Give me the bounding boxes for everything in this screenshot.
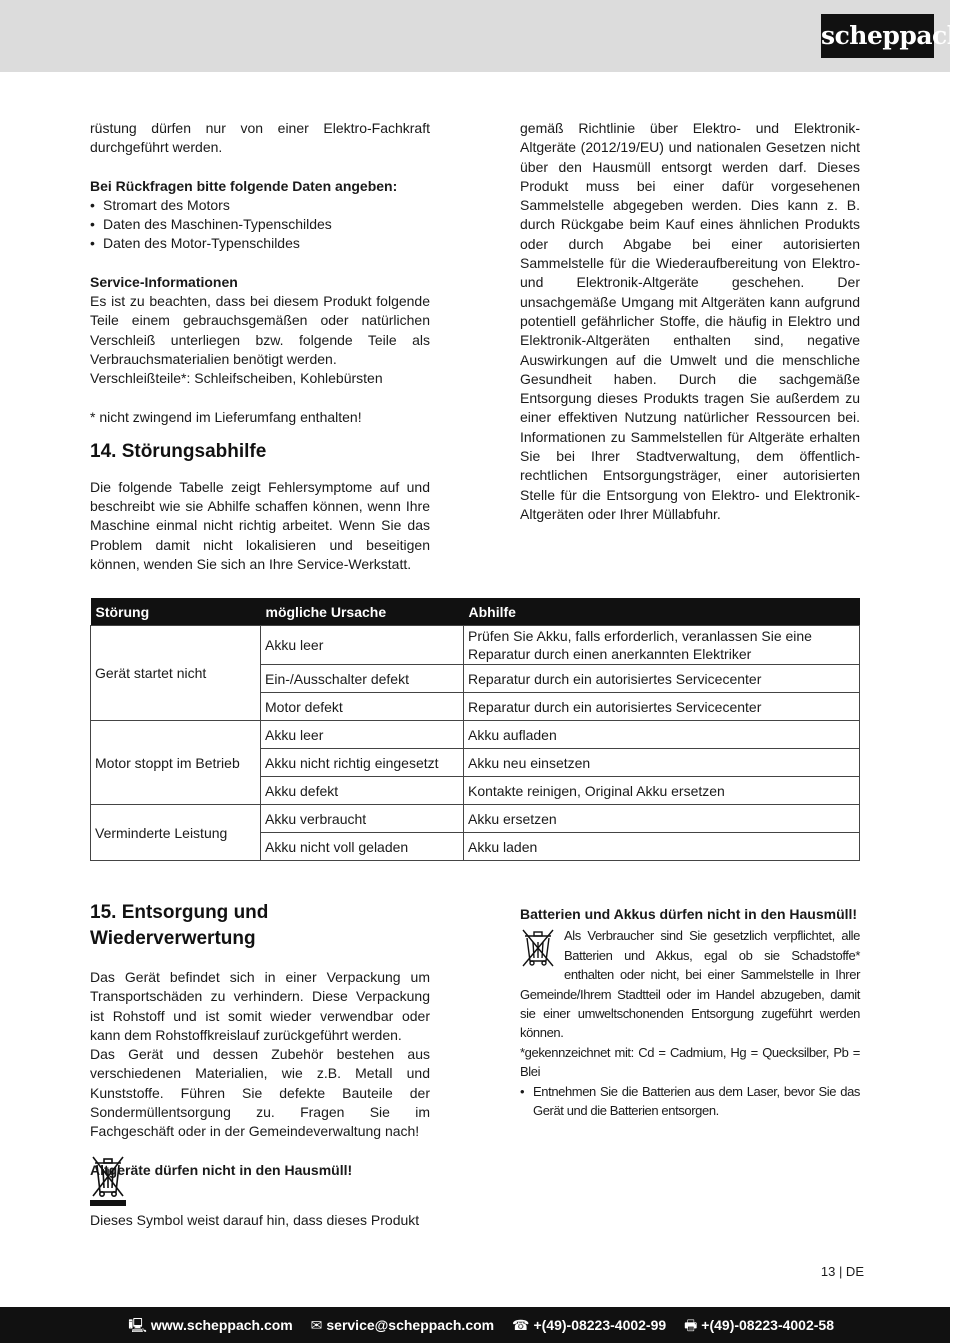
troubleshooting-table [90,598,860,861]
remedy-cell: Akku aufladen [464,721,860,749]
battery-heading: Batterien und Akkus dürfen nicht in den Hausmüll! [520,906,858,922]
weee-heading: Altgeräte dürfen nicht in den Hausmüll! [90,1161,353,1178]
table-row [91,721,860,749]
scheppach-logo: scheppach [821,14,934,58]
remedy-cell: Kontakte reinigen, Original Akku ersetzen [464,777,860,805]
phone-item [512,1317,670,1333]
crossed-bin-icon [90,1154,126,1212]
cause-cell: Akku nicht richtig eingesetzt [261,749,464,777]
battery-text: Als Verbraucher sind Sie gesetzlich verpflichtet, alle Batterien und Akkus, egal ob sie Schadstoffe* enthalten oder nicht, bei einer Sammelstelle in Ihrer Gemeinde/Ihrem Stadtteil oder im Handel abzugeben, damit sie einer umweltschonenden Entsorgung zugeführt werden können. [520,928,860,1041]
website-item[interactable] [128,1317,296,1333]
right-column-top [520,119,860,524]
symbol-text-block [90,1211,430,1230]
computer-icon: 🖳 [128,1317,147,1333]
service-text: Es ist zu beachten, dass bei diesem Produkt folgende Teile einem gebrauchsgemäßen oder natürlichen Verschleiß unterliegen bzw. folgende Teile als Verbrauchsmaterialien benötigt werden. [90,293,430,367]
weee-text: gemäß Richtlinie über Elektro- und Elektronik-Altgeräte (2012/19/EU) und nationalen Gesetzen nicht über den Hausmüll entsorgt werden darf. Dieses Produkt muss bei einer dafür vorgesehenen Sammelstelle abgegeben werden. Dies kann z. B. durch Rückgabe beim Kauf eines ähnlichen Produkts oder durch Abgabe bei einer autorisierten Sammelstelle für die Wiederaufbereitung von Elektro- und Elektronik-Altgeräte geschehen. Der unsachgemäße Umgang mit Altgeräten kann aufgrund potentiell gefährlicher Stoffe, die häufig in Elektro und Elektronik-Altgeräten enthalten sind, negative Auswirkungen auf die Umwelt und die menschliche Gesundheit haben. Durch die sachgemäße Entsorgung dieses Produkts tragen Sie außerdem zu einer effektiven Nutzung natürlicher Ressourcen bei. Informationen zu Sammelstellen für Altgeräte erhalten Sie bei Ihrer Stadtverwaltung, dem öffentlich-rechtlichen Entsorgungsträger, einer autorisierten Stelle für die Entsorgung von Elektro- und Elektronik-Altgeräten oder Ihrer Müllabfuhr. [520,120,860,522]
cause-cell: Akku nicht voll geladen [261,833,464,861]
page-header [0,0,964,72]
cause-cell: Akku leer [261,626,464,665]
marking-note: *gekennzeichnet mit: Cd = Cadmium, Hg = Quecksilber, Pb = Blei [520,1044,860,1080]
email-link[interactable]: service@scheppach.com [326,1317,495,1333]
right-column-bottom [520,905,860,1120]
page-footer [0,1307,950,1343]
phone-number: +(49)-08223-4002-99 [533,1317,667,1333]
cause-cell: Akku defekt [261,777,464,805]
header-cell: Störung [91,598,261,626]
contact-heading: Bei Rückfragen bitte folgende Daten angeben: [90,177,398,194]
materials-text: Das Gerät und dessen Zubehör bestehen aus verschiedenen Materialien, wie z.B. Metall und Kunststoffe. Führen Sie defekte Bauteile der Sondermüllentsorgung zu. Fragen Sie im Fachgeschäft oder in der Gemeindeverwaltung nach! [90,1046,430,1140]
packaging-text: Das Gerät befindet sich in einer Verpackung um Transportschäden zu verhindern. Diese Verpackung ist Rohstoff und ist somit wieder verwendbar oder kann dem Rohstoffkreislauf zurückgeführt werden. [90,969,430,1043]
symbol-text: Dieses Symbol weist darauf hin, dass dieses Produkt [90,1212,420,1228]
battery-block [520,926,860,1120]
phone-icon: ☎ [512,1317,530,1333]
header-cell: mögliche Ursache [261,598,464,626]
section-14-title: 14. Störungsabhilfe [90,440,267,462]
list-item: • Stromart des Motors [90,196,430,215]
table-row [91,626,860,665]
fax-icon: 🖶 [684,1317,698,1333]
left-column-bottom [90,900,430,1180]
cause-cell: Motor defekt [261,693,464,721]
fax-item [684,1317,834,1333]
problem-cell: Gerät startet nicht [91,626,261,721]
wear-parts: Verschleißteile*: Schleifscheiben, Kohlebürsten [90,370,383,387]
header-cell: Abhilfe [464,598,860,626]
intro-text: rüstung dürfen nur von einer Elektro-Fachkraft durchgeführt werden. [90,120,430,156]
service-heading: Service-Informationen [90,273,238,290]
remedy-cell: Prüfen Sie Akku, falls erforderlich, veranlassen Sie eine Reparatur durch einen anerkannten Elektriker [464,626,860,665]
footnote: * nicht zwingend im Lieferumfang enthalten! [90,408,362,425]
remedy-cell: Akku laden [464,833,860,861]
problem-cell: Motor stoppt im Betrieb [91,721,261,805]
problem-cell: Verminderte Leistung [91,805,261,861]
list-item: • Entnehmen Sie die Batterien aus dem Laser, bevor Sie das Gerät und die Batterien entsorgen. [520,1082,860,1121]
mail-icon: ✉ [310,1317,323,1333]
remedy-cell: Akku neu einsetzen [464,749,860,777]
section-15-title: 15. Entsorgung und Wiederverwertung [90,902,269,949]
remedy-cell: Reparatur durch ein autorisiertes Servicecenter [464,665,860,693]
cause-cell: Akku verbraucht [261,805,464,833]
table-row [91,805,860,833]
remedy-cell: Akku ersetzen [464,805,860,833]
list-item: • Daten des Maschinen-Typenschildes [90,215,430,234]
section-14-text: Die folgende Tabelle zeigt Fehlersymptome auf und beschreibt wie sie Abhilfe schaffen können, wenn Ihre Maschine einmal nicht richtig arbeitet. Wenn Sie das Problem damit nicht lokalisieren und beseitigen können, wenden Sie sich an Ihre Service-Werkstatt. [90,478,430,573]
battery-bin-icon [520,928,560,974]
cause-cell: Ein-/Ausschalter defekt [261,665,464,693]
remedy-cell: Reparatur durch ein autorisiertes Servicecenter [464,693,860,721]
page-number: 13 | DE [820,1264,864,1279]
left-column-top [90,119,430,574]
email-item[interactable] [311,1317,498,1333]
battery-list [520,1082,860,1121]
fax-number: +(49)-08223-4002-58 [701,1317,834,1333]
table-header-row [91,598,860,626]
contact-list [90,196,430,254]
website-link[interactable]: www.scheppach.com [150,1317,293,1333]
cause-cell: Akku leer [261,721,464,749]
list-item: • Daten des Motor-Typenschildes [90,234,430,253]
